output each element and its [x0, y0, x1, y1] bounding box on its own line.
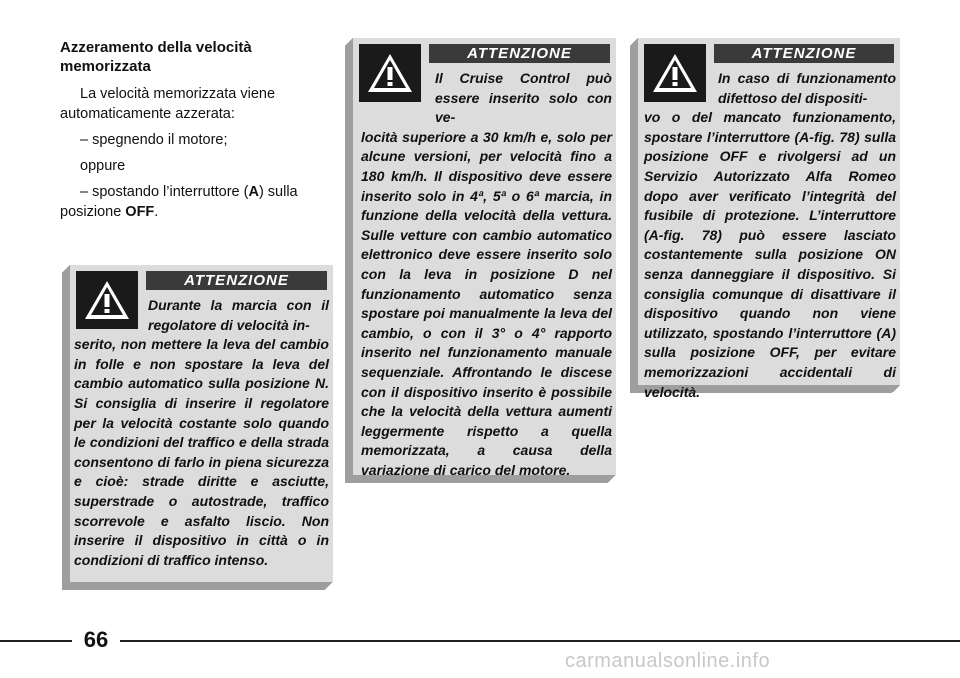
warning-banner: ATTENZIONE	[714, 44, 894, 63]
switch-key: A	[248, 184, 259, 200]
warning-banner: ATTENZIONE	[146, 271, 327, 290]
intro-or: oppure	[80, 158, 126, 174]
intro-section	[60, 38, 326, 228]
footer-rule-left	[0, 640, 72, 642]
intro-paragraph: La velocità memorizzata viene automaticamente azzerata:	[60, 86, 276, 122]
watermark: carmanualsonline.info	[565, 650, 771, 672]
intro-item-engine-off: – spegnendo il motore;	[80, 132, 228, 148]
warning-text: Il Cruise Control può essere inserito solo con ve- locità superiore a 30 km/h e, solo per alcune versioni, per velocità fino a 180 km/h. Il dispositivo deve essere inserito solo in 4ª, 5ª o 6ª marcia, in funzione della velocità della vettura. Sulle vetture con cambio automatico elettronico deve essere inserito solo con la leva in posizione D nel funzionamento automatico senza spostare poi manualmente la leva del cambio, o con il 3° o 4° rapporto inserito nel funzionamento manuale sequenziale. Affrontando le discese con il dispositivo inserito è possibile che la velocità della vettura aumenti leggermente rispetto a quella memorizzata, a causa della variazione di carico del motore.	[361, 70, 612, 478]
warning-box-gear	[70, 265, 333, 582]
page-number: 66	[83, 627, 109, 652]
footer-rule-right	[120, 640, 960, 642]
intro-item-switch-off: – spostando l’interruttore (A) sulla posizione OFF.	[60, 184, 298, 220]
warning-text: Durante la marcia con il regolatore di velocità in- serito, non mettere la leva del cambio in folle e non spostare la leva del cambio automatico sulla posizione N. Si consiglia di inserire il regolatore per la velocità costante solo quando le condizioni del traffico e della strada consentono di farlo in piena sicurezza e cioè: strade diritte e asciutte, superstrade o autostrade, traffico scorrevole e asfalto liscio. Non inserire il dispositivo in città o in condizioni di traffico intenso.	[74, 297, 329, 568]
warning-box-cruise-control	[353, 38, 616, 478]
warning-text: In caso di funzionamento difettoso del dispositi- vo o del mancato funzionamento, spostare l’interruttore (A-fig. 78) sulla posizione OFF e rivolgersi ad un Servizio Autorizzato Alfa Romeo dopo aver verificato l’integrità del fusibile di protezione. L’interruttore (A-fig. 78) può essere lasciato costantemente sulla posizione ON senza danneggiare il dispositivo. Si consiglia comunque di disattivare il dispositivo quando non viene utilizzato, spostando l’interruttore (A) sulla posizione OFF, per evitare memorizzazioni accidentali di velocità.	[644, 70, 896, 400]
section-heading: Azzeramento della velocità memorizzata	[60, 39, 252, 75]
off-key: OFF	[125, 204, 155, 220]
warning-banner: ATTENZIONE	[429, 44, 610, 63]
warning-box-malfunction	[638, 38, 900, 400]
